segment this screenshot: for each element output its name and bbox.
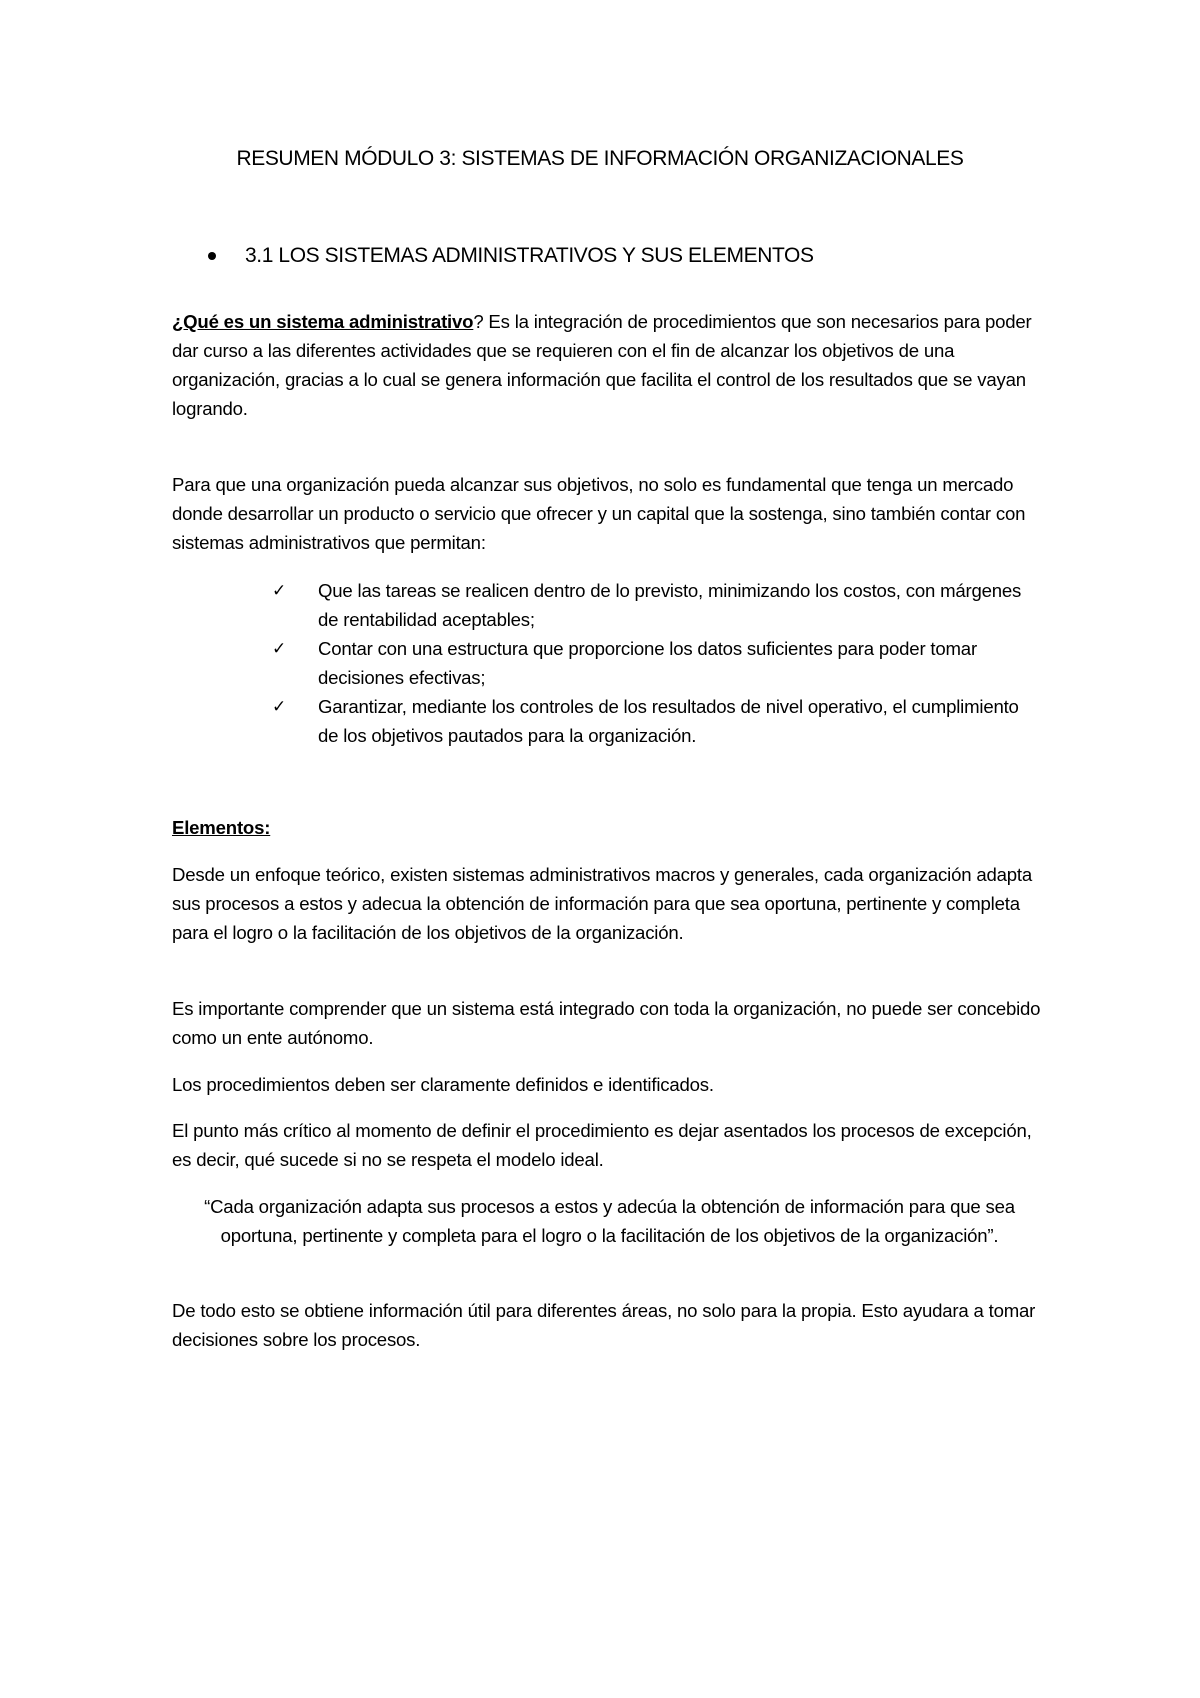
checkmark-icon: ✓	[272, 639, 287, 658]
paragraph-objectives: Para que una organización pueda alcanzar sus objetivos, no solo es fundamental que tenga un mercado donde desarrollar un producto o servicio que ofrecer y un capital que la sostenga, sino también contar con sistemas administrativos que permitan:	[172, 474, 1026, 553]
document-title: RESUMEN MÓDULO 3: SISTEMAS DE INFORMACIÓN ORGANIZACIONALES	[236, 147, 964, 170]
checklist-item	[272, 692, 1032, 750]
checklist-item	[272, 634, 1032, 692]
checklist-item-text: Garantizar, mediante los controles de los resultados de nivel operativo, el cumplimiento de los objetivos pautados para la organización.	[318, 696, 1019, 746]
paragraph-approach: Desde un enfoque teórico, existen sistemas administrativos macros y generales, cada organización adapta sus procesos a estos y adecua la obtención de información para que sea oportuna, pertinente y completa para el logro o la facilitación de los objetivos de la organización.	[172, 864, 1032, 943]
elements-heading	[172, 813, 1047, 842]
checklist-item	[272, 576, 1032, 634]
checkmark-icon: ✓	[272, 581, 287, 600]
paragraph-integration: Es importante comprender que un sistema está integrado con toda la organización, no puede ser concebido como un ente autónomo.	[172, 998, 1041, 1048]
quote-block: “Cada organización adapta sus procesos a estos y adecúa la obtención de información para que sea oportuna, pertinente y completa para el logro o la facilitación de los objetivos de la organización”.	[204, 1196, 1015, 1246]
definition-text: ? Es la integración de procedimientos que son necesarios para poder dar curso a las diferentes actividades que se requieren con el fin de alcanzar los objetivos de una organización, gracias a lo cual se genera información que facilita el control de los resultados que se vayan logrando.	[172, 311, 1032, 419]
paragraph-exceptions: El punto más crítico al momento de definir el procedimiento es dejar asentados los procesos de excepción, es decir, qué sucede si no se respeta el modelo ideal.	[172, 1120, 1032, 1170]
checklist	[272, 576, 1032, 750]
checklist-item-text: Que las tareas se realicen dentro de lo previsto, minimizando los costos, con márgenes de rentabilidad aceptables;	[318, 580, 1022, 630]
paragraph-conclusion: De todo esto se obtiene información útil para diferentes áreas, no solo para la propia. Esto ayudara a tomar decisiones sobre los procesos.	[172, 1300, 1036, 1350]
checklist-item-text: Contar con una estructura que proporcione los datos suficientes para poder tomar decisiones efectivas;	[318, 638, 977, 688]
section-heading-text: 3.1 LOS SISTEMAS ADMINISTRATIVOS Y SUS ELEMENTOS	[245, 244, 814, 267]
paragraph-definition	[172, 307, 1047, 423]
bullet-dot-icon	[208, 252, 216, 260]
elements-heading-text: Elementos:	[172, 817, 271, 838]
paragraph-procedures: Los procedimientos deben ser claramente definidos e identificados.	[172, 1074, 714, 1095]
checkmark-icon: ✓	[272, 697, 287, 716]
definition-term: ¿Qué es un sistema administrativo	[172, 311, 474, 332]
